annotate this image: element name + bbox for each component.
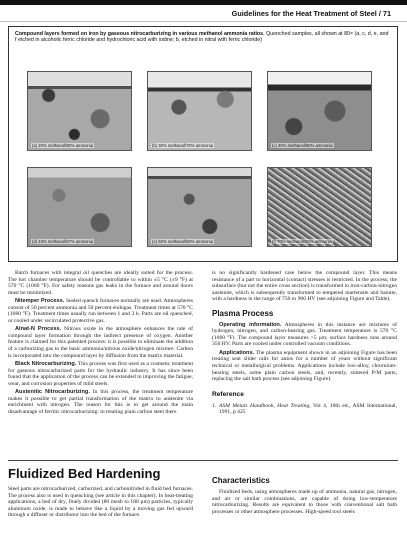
paragraph: Steel parts are nitrocarburized, carburized, and carbonitrided in fluid bed furnaces. The process also is used in quenching (see article in this chapter). In heat-treating applications, a bed of dry, finely divided (80 mesh to 180 μm) particles, typically aluminum oxide, is made to behave like a liquid by a moving gas fed upward through a diffuser or distributor into the bed of the furnace. [8, 486, 193, 519]
micrograph-e [147, 167, 252, 247]
micrograph-f [267, 167, 372, 247]
paragraph: is no significantly hardened case below the compound layer. This means resistance of a part to horizontal (contact) stresses is restricted. In the process, the subsurface (but not the entire cross section) is transformed to iron-carbon-nitrogen austenite, which is subsequently transformed to tempered martensite and bainite, with a hardness in the range of 750 to 900 HV (see adjoining Figure and Table). [212, 270, 397, 303]
micrograph-label: (e) 50% methanol/50% ammonia [152, 239, 213, 244]
paragraph-operating [212, 322, 397, 348]
micrograph-b [147, 71, 252, 151]
paragraph-text: In this process, the treatment temperature makes it possible to get partial transformation of the matrix to austenite via enrichment with nitrogen. The reason for this is to get around the main disadvantage of ferritic nitrocarburizing: in treating plain carbon steel there [8, 389, 193, 415]
run-in-heading: Black Nitrocarburizing. [15, 361, 77, 368]
paragraph-nitemper [8, 298, 193, 324]
micrograph-label: (a) 20% methanol/80% ammonia [32, 143, 93, 148]
paragraph-text: Nitrous oxide in the atmosphere enhances the rate of compound layer formation through the indirect presence of oxygen. Another feature is claimed for this patented process: it is possible to eliminate the addition of a carburizing gas to the basic ammonia/nitrous oxide/nitrogen mixture. Carbon is incorporated into the compound layer by diffusion from the matrix material. [8, 326, 194, 359]
paragraph-text: Sealed quench furnaces normally are used. Atmospheres consist of 50 percent ammonia and 50 percent endogas. Treatment times at 570 °C (1060 °F). Treatment times usually run between 1 and 3 h. Parts are oil quenched, or cooled under recirculated protective gas. [8, 298, 194, 324]
paragraph-alnat [8, 326, 193, 359]
micrograph-label: (d) 43% methanol/57% ammonia [32, 239, 93, 244]
run-in-heading: Austenitic Nitrocarburizing. [15, 389, 90, 396]
fluidized-left-column [8, 486, 193, 521]
micrograph-a [27, 71, 132, 151]
running-title: Guidelines for the Heat Treatment of Steel / 71 [231, 9, 391, 18]
paragraph-applications [212, 350, 397, 383]
figure-micrographs [8, 26, 398, 262]
reference-italic: ASM Metals Handbook, Heat Treating, [219, 402, 311, 409]
figure-caption [15, 31, 391, 44]
run-in-heading: Operating information. [219, 321, 282, 328]
paragraph: Fluidized beds, using atmospheres made up of ammonia, natural gas, nitrogen, and air or similar combinations, are capable of doing low-temperature nitrocarburizing. Results are equivalent to those with conventional salt bath processes or other atmosphere processes. High-speed tool steels [212, 489, 397, 515]
reference-item [212, 403, 397, 416]
left-column [8, 270, 193, 417]
micrograph-label: (c) 40% methanol/60% ammonia [272, 143, 333, 148]
section-title-fluidized: Fluidized Bed Hardening [8, 466, 161, 481]
micrograph-c [267, 71, 372, 151]
paragraph-text: Atmospheres in this instance are mixtures of hydrogen, nitrogen, and carbon-bearing gas. Treatment temperature is 570 °C (1060 °F). The compound layer measures >5 μm; surface hardness runs around 350 HV. Parts are cooled under controlled vacuum conditions. [212, 321, 397, 348]
caption-bold: Compound layers formed on iron by gaseous nitrocarburizing in various methanol ammonia ratios. [15, 31, 265, 37]
running-header [0, 0, 407, 22]
reference-number: 1. [212, 402, 217, 409]
run-in-heading: Alnat-N Process. [15, 326, 62, 333]
micrograph-label: (b) 30% methanol/70% ammonia [152, 143, 213, 148]
paragraph: Batch furnaces with integral oil quenches are ideally suited for the process. The hot chamber temperature should be controllable to within ±5 °C (±9 °F) at 570 °C (1060 °F). For safety reasons gas leaks in the furnace and around doors must be minimized. [8, 270, 193, 296]
reference-text: Vol 4, 10th ed., ASM International, 1991, p 425 [219, 402, 398, 416]
paragraph-text: The plasma equipment shown in an adjoining Figure has been treating seat slider rails for autos for a number of years without significant technical or metallurgical problems. Applications include low-alloy, chromium-bearing steels, some plain carbon steels, and, recently, sintered P/M parts, replacing the salt bath process (see adjoining Figure). [212, 349, 397, 383]
micrograph-d [27, 167, 132, 247]
paragraph-text: This process was first used as a cosmetic treatment for gaseous nitrocarburized parts for the hydraulic industry. It has since been found that the application of the process can be extended to improving the fatigue, wear, and corrosion properties of mild steels. [8, 361, 193, 387]
reference-heading: Reference [212, 390, 244, 398]
section-divider [8, 460, 398, 461]
caption-text: Quenched samples, all shown at 80× (a, c, d, e, and f etched in alcoholic ferric chloride and hydrochloric acid with iodine; b, etched in nitral with ferric chloride) [15, 31, 389, 44]
run-in-heading: Applications. [219, 349, 255, 356]
section-heading-characteristics: Characteristics [212, 476, 270, 485]
micrograph-label: (f) 70% methanol/30% ammonia [272, 239, 332, 244]
paragraph-austenitic [8, 389, 193, 415]
right-column [212, 270, 397, 418]
fluidized-right-column [212, 476, 397, 517]
section-heading-plasma: Plasma Process [212, 308, 274, 318]
paragraph-black [8, 361, 193, 387]
run-in-heading: Nitemper Process. [15, 298, 65, 305]
